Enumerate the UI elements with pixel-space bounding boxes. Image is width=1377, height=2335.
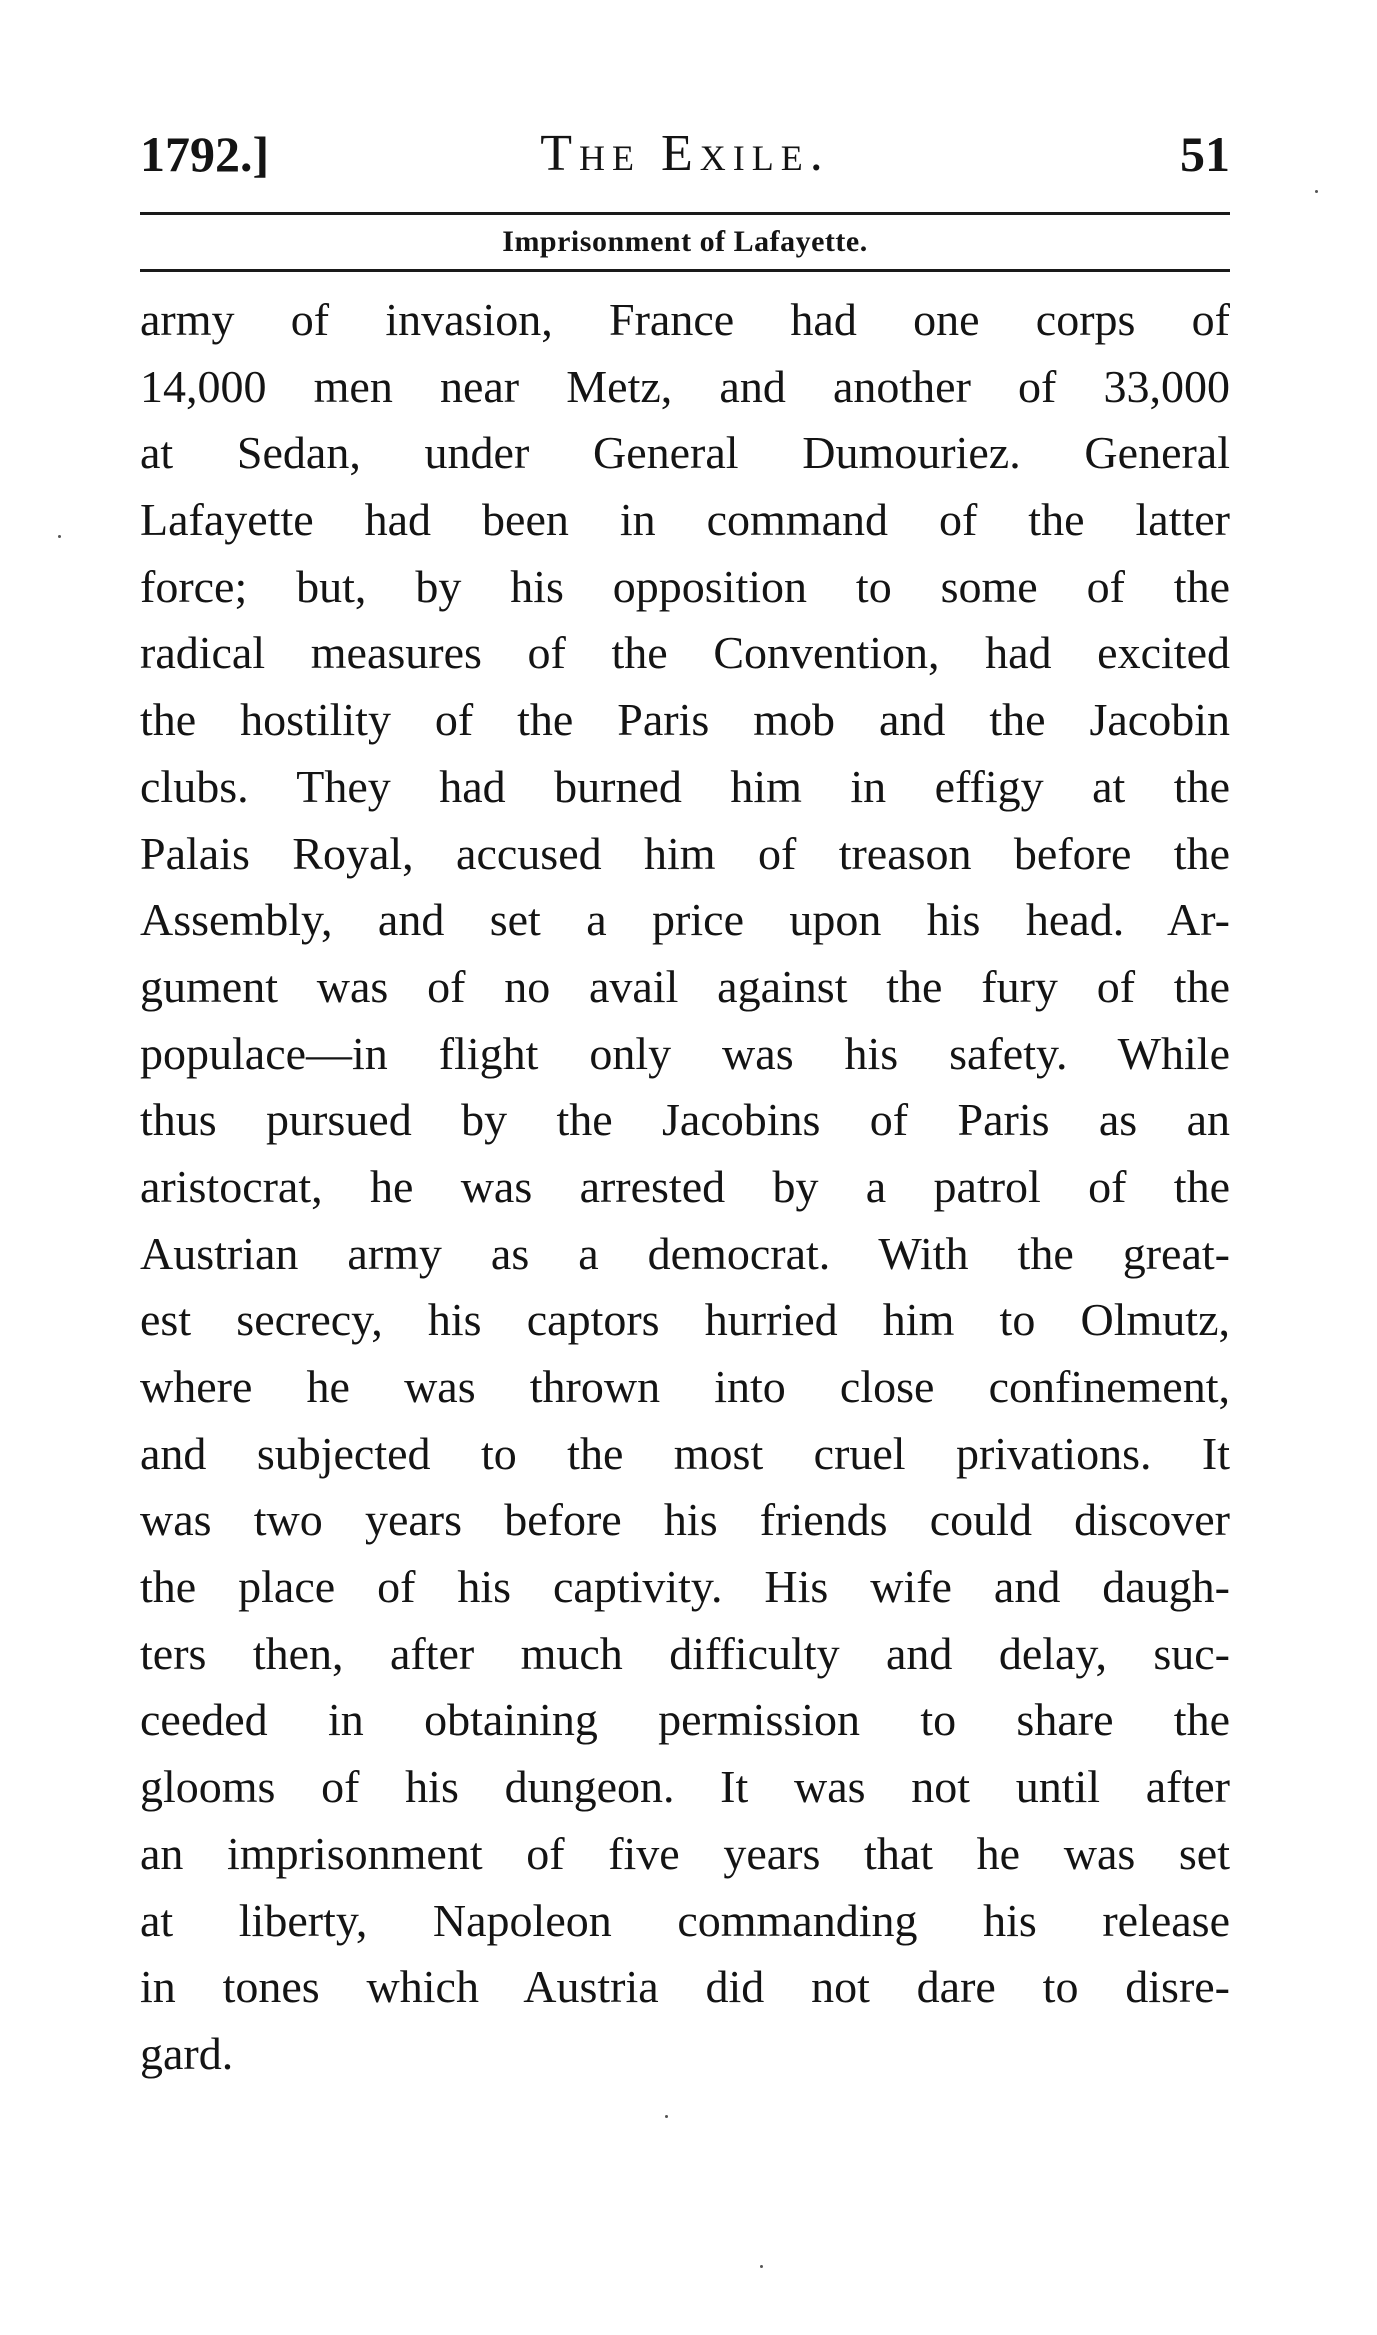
text-line: in tones which Austria did not dare to disre- bbox=[140, 1961, 1230, 2013]
text-line: gument was of no avail against the fury of the bbox=[140, 960, 1230, 1012]
text-line: populace—in flight only was his safety. While bbox=[140, 1027, 1230, 1079]
scan-speck bbox=[1315, 190, 1318, 193]
text-line: Assembly, and set a price upon his head. Ar- bbox=[140, 894, 1230, 946]
text-line: where he was thrown into close confinement, bbox=[140, 1361, 1230, 1412]
text-line: was two years before his friends could discover bbox=[140, 1494, 1230, 1546]
header-year: 1792.] bbox=[140, 126, 270, 182]
running-head bbox=[140, 118, 1230, 190]
text-line: glooms of his dungeon. It was not until after bbox=[140, 1761, 1230, 1813]
text-line: thus pursued by the Jacobins of Paris as an bbox=[140, 1094, 1230, 1146]
scan-speck bbox=[760, 2265, 763, 2268]
page-number: 51 bbox=[1180, 126, 1230, 182]
text-line: radical measures of the Convention, had excited bbox=[140, 627, 1230, 679]
text-line: Palais Royal, accused him of treason before the bbox=[140, 827, 1230, 879]
text-line: aristocrat, he was arrested by a patrol of the bbox=[140, 1160, 1230, 1212]
text-line: the place of his captivity. His wife and daugh- bbox=[140, 1561, 1230, 1613]
text-line: the hostility of the Paris mob and the Jacobin bbox=[140, 694, 1230, 746]
text-line: at Sedan, under General Dumouriez. General bbox=[140, 427, 1230, 479]
text-line: gard. bbox=[140, 2027, 234, 2079]
scan-speck bbox=[665, 2115, 668, 2118]
header-rule-top bbox=[140, 212, 1230, 215]
text-line: est secrecy, his captors hurried him to Olmutz, bbox=[140, 1294, 1230, 1346]
section-subheading: Imprisonment of Lafayette. bbox=[502, 225, 868, 258]
text-line: clubs. They had burned him in effigy at the bbox=[140, 760, 1230, 812]
text-line: army of invasion, France had one corps of bbox=[140, 294, 1230, 345]
text-line: and subjected to the most cruel privations. It bbox=[140, 1427, 1230, 1479]
text-line: at liberty, Napoleon commanding his release bbox=[140, 1894, 1230, 1946]
text-line: Lafayette had been in command of the latter bbox=[140, 494, 1230, 546]
text-line: Austrian army as a democrat. With the great- bbox=[140, 1227, 1230, 1279]
body-text bbox=[140, 287, 1230, 2088]
scan-speck bbox=[58, 535, 61, 538]
header-title: The Exile. bbox=[540, 125, 830, 182]
header-rule-bottom bbox=[140, 269, 1230, 272]
text-line: ters then, after much difficulty and delay, suc- bbox=[140, 1627, 1230, 1679]
text-line: ceeded in obtaining permission to share the bbox=[140, 1694, 1230, 1746]
text-line: force; but, by his opposition to some of the bbox=[140, 560, 1230, 612]
text-line: an imprisonment of five years that he was set bbox=[140, 1827, 1230, 1879]
text-line: 14,000 men near Metz, and another of 33,000 bbox=[140, 360, 1230, 412]
